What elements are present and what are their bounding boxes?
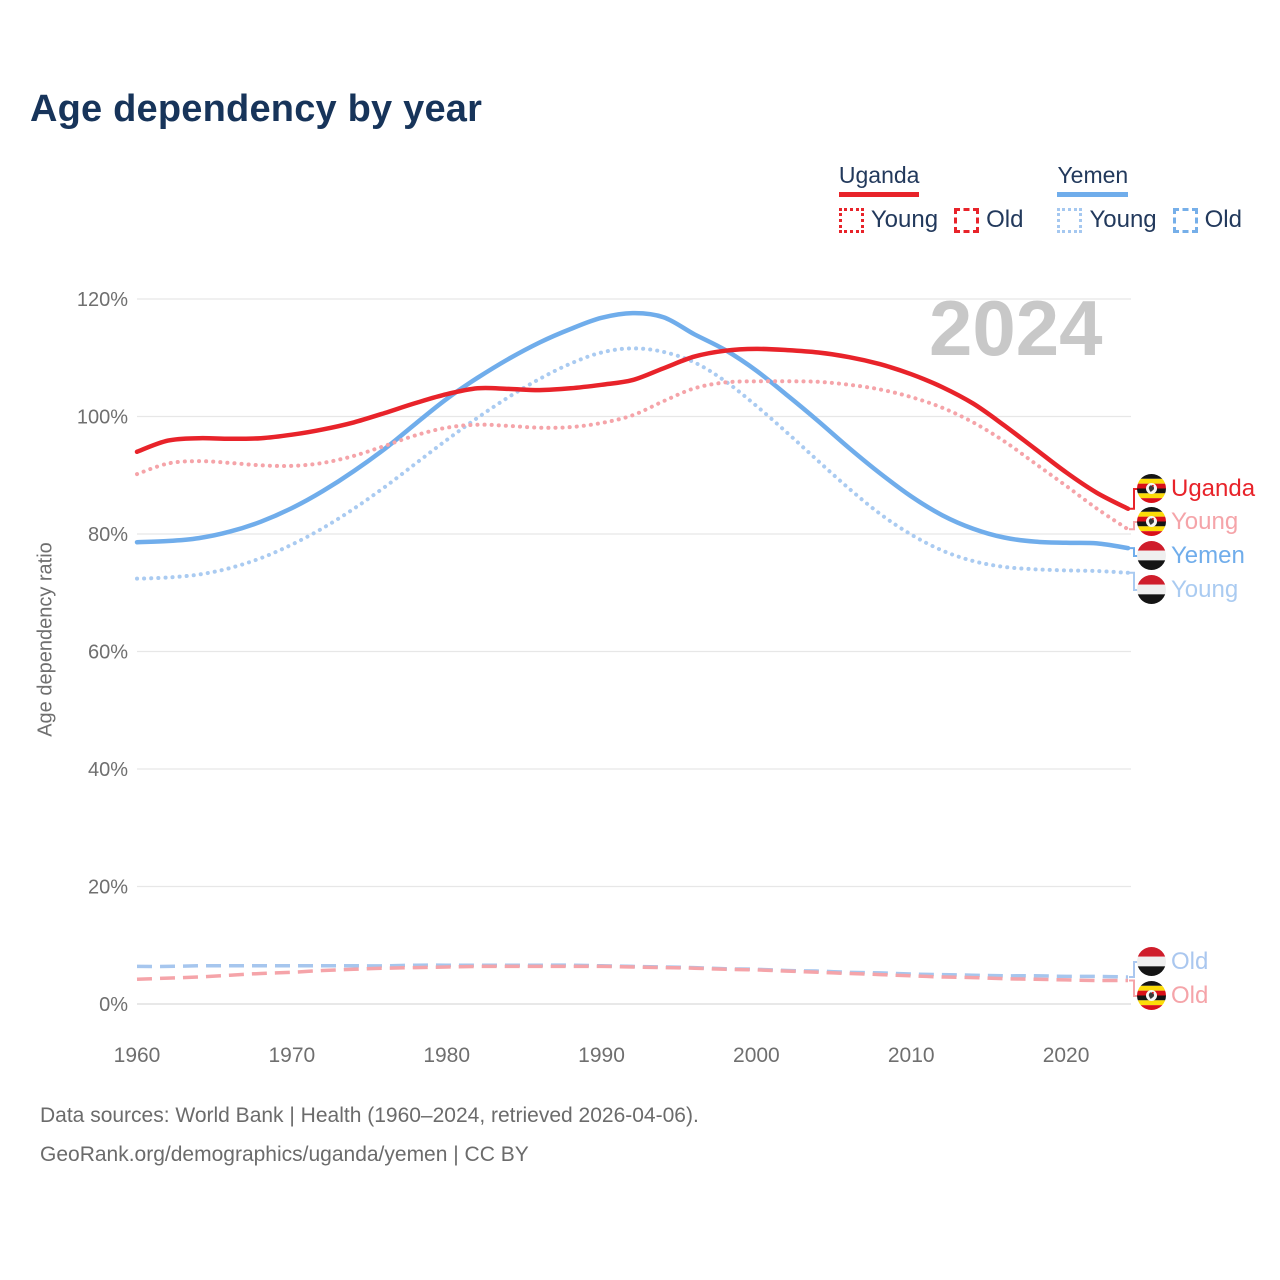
legend-label-yemen-old[interactable]: Old xyxy=(1204,206,1242,233)
footer-source-line: Data sources: World Bank | Health (1960–2024, retrieved 2026-04-06). xyxy=(40,1104,699,1127)
x-tick-label: 1970 xyxy=(268,1044,316,1067)
y-tick-label: 40% xyxy=(87,759,128,781)
x-tick-label: 1980 xyxy=(423,1044,471,1067)
x-tick-label: 1960 xyxy=(113,1044,161,1067)
series-end-label-yemen-total[interactable] xyxy=(1137,541,1245,570)
y-tick-label: 100% xyxy=(76,406,128,429)
series-end-label-text: Yemen xyxy=(1171,541,1245,569)
y-tick-label: 120% xyxy=(76,289,128,311)
legend-label-uganda-young[interactable]: Young xyxy=(870,206,939,233)
uganda-flag-icon xyxy=(1137,981,1166,1010)
series-end-label-text: Uganda xyxy=(1171,474,1256,502)
yemen-flag-icon xyxy=(1137,947,1166,976)
watermark-year: 2024 xyxy=(929,284,1103,372)
series-line-yemen-young[interactable] xyxy=(137,348,1128,578)
yemen-flag-icon xyxy=(1137,541,1166,570)
x-tick-label: 2020 xyxy=(1042,1044,1090,1067)
series-end-label-uganda-young[interactable] xyxy=(1137,507,1238,536)
y-tick-label: 60% xyxy=(87,641,128,664)
series-end-label-text: Old xyxy=(1171,981,1209,1009)
y-tick-label: 80% xyxy=(87,524,128,546)
footer-url-line: GeoRank.org/demographics/uganda/yemen | CC BY xyxy=(40,1143,529,1166)
series-end-label-text: Old xyxy=(1171,947,1209,975)
series-end-label-yemen-young[interactable] xyxy=(1137,575,1238,604)
series-line-yemen-total[interactable] xyxy=(137,313,1128,548)
x-tick-label: 1990 xyxy=(578,1044,625,1067)
series-end-label-uganda-total[interactable] xyxy=(1137,474,1255,503)
legend-label-uganda-old[interactable]: Old xyxy=(986,206,1024,233)
series-line-uganda-total[interactable] xyxy=(137,349,1128,509)
chart-title: Age dependency by year xyxy=(30,88,483,130)
series-line-uganda-young[interactable] xyxy=(137,381,1128,529)
series-end-label-yemen-old[interactable] xyxy=(1137,947,1208,976)
y-tick-label: 20% xyxy=(87,876,128,899)
uganda-flag-icon xyxy=(1137,474,1166,503)
series-end-label-text: Young xyxy=(1171,507,1239,535)
x-tick-label: 2010 xyxy=(887,1044,935,1067)
series-end-label-uganda-old[interactable] xyxy=(1137,981,1208,1010)
y-axis-title: Age dependency ratio xyxy=(34,542,57,737)
series-line-uganda-old[interactable] xyxy=(137,966,1128,980)
legend-label-yemen-young[interactable]: Young xyxy=(1089,206,1157,233)
legend-country-uganda[interactable]: Uganda xyxy=(839,162,920,197)
x-tick-label: 2000 xyxy=(733,1044,780,1067)
yemen-flag-icon xyxy=(1137,575,1166,604)
footer xyxy=(40,1096,699,1174)
legend-country-yemen[interactable]: Yemen xyxy=(1057,162,1128,197)
series-end-label-text: Young xyxy=(1171,575,1239,603)
y-tick-label: 0% xyxy=(99,994,128,1016)
uganda-flag-icon xyxy=(1137,507,1166,536)
